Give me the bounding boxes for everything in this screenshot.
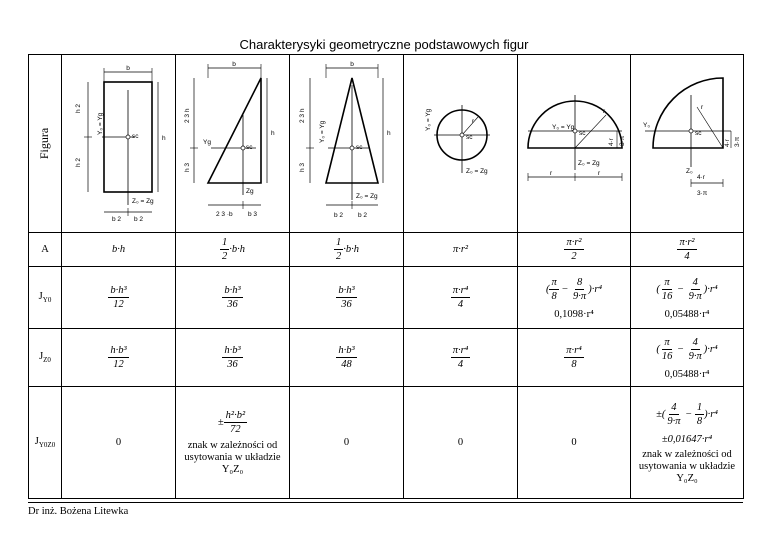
jyz-rectangle: 0 [62,387,176,499]
jy0-row [29,267,744,329]
jy0-isosceles-triangle: $\frac{\text{b·h³}}{36}$ [290,267,404,329]
jyz-isosceles-triangle: 0 [290,387,404,499]
rectangle-figure [62,55,176,233]
semi-sc-label: sc [579,130,586,137]
jy0-quarter-circle: ( $\frac{\pi}{16}$ − $\frac{4}{9\cdot\pi}$ )·r⁴ 0,05488·r⁴ [631,267,744,329]
figure-row [29,55,744,233]
area-semicircle: $\frac{\text{π·r²}}{2}$ [518,233,631,267]
rtri-zg-label: Zg [246,188,254,195]
rtri-two-thirds-h: 2 3 h [184,108,191,123]
page-title: Charakterysyki geometryczne podstawowych figur [239,37,529,52]
semi-4r-label: 4·r [608,138,615,146]
rtri-b-label: b [232,61,236,68]
area-quarter-circle: $\frac{\text{π·r²}}{4}$ [631,233,744,267]
circle-sc-label: sc [466,134,473,141]
figura-header [29,55,62,233]
jy0-semicircle: ( $\frac{\pi}{8}$ − $\frac{8}{9\cdot\pi}$ )·r⁴ 0,1098·r⁴ [518,267,631,329]
jz0-right-triangle: $\frac{\text{h·b³}}{36}$ [176,329,290,387]
circle-figure [404,55,518,233]
jyz-right-triangle: ± $\frac{\text{h²·b²}}{72}$ znak w zależności od usytowania w układzie Y₀Z₀ [176,387,290,499]
jz0-semicircle: $\frac{\text{π·r⁴}}{8}$ [518,329,631,387]
isosceles-triangle-drawing [290,55,404,232]
quarter-y0-label: Y₀ [643,122,651,129]
quarter-4r-label: 4·r [697,174,705,181]
area-circle: π·r² [404,233,518,267]
rectangle-drawing [62,55,176,232]
footer-author: Dr inż. Bożena Litewka [28,506,129,517]
area-row [29,233,744,267]
jz0-row [29,329,744,387]
itri-b-half-left: b 2 [334,212,344,219]
itri-y0yg-label: Y₀ = Yg [319,120,326,143]
semicircle-figure [518,55,631,233]
jz0-quarter-circle: ( $\frac{\pi}{16}$ − $\frac{4}{9\cdot\pi}$ )·r⁴ 0,05488·r⁴ [631,329,744,387]
itri-two-thirds-h: 2 3 h [299,108,306,123]
semi-z0zg-label: Z₀ = Zg [578,160,600,167]
rect-h-label: h [162,135,166,142]
rect-h-half-top: h 2 [75,103,82,113]
isosceles-triangle-figure [290,55,404,233]
jyz-semicircle: 0 [518,387,631,499]
quarter-z0-label: Z₀ [686,168,693,175]
rect-z0zg-label: Z₀ = Zg [132,198,154,205]
rtri-one-third-b: b 3 [248,211,258,218]
area-label: A [29,233,62,267]
circle-r-label: r [472,118,475,125]
semi-r-left: r [550,170,553,177]
jz0-rectangle: $\frac{\text{h·b³}}{12}$ [62,329,176,387]
semicircle-drawing [518,55,631,232]
jy0-rectangle: $\frac{\text{b·h³}}{12}$ [62,267,176,329]
rect-y0yg-label: Y₀ = Yg [97,112,104,135]
quarter-4r-vert: 4·r [724,139,731,147]
semi-r-label: r [603,108,606,115]
itri-sc-label: sc [356,144,363,151]
semi-y0yg-label: Y₀ = Yg [552,124,575,131]
circle-z0zg-label: Z₀ = Zg [466,168,488,175]
rtri-sc-label: sc [246,144,253,151]
jz0-isosceles-triangle: $\frac{\text{h·b³}}{48}$ [290,329,404,387]
rect-b-half-right: b 2 [134,216,144,223]
rtri-two-thirds-b: 2 3 ·b [216,211,233,218]
rtri-one-third-h: h 3 [184,162,191,172]
footer-divider [28,502,743,503]
semi-3pi-label: 3·π [619,135,626,146]
jyz-label: $J_{Y0Z0}$ [29,387,62,499]
itri-b-label: b [350,61,354,68]
circle-y0yg-label: Y₀ = Yg [425,108,432,131]
right-triangle-drawing [176,55,290,232]
area-isosceles-triangle: $\frac{1}{2}$ ·b·h [290,233,404,267]
itri-h-label: h [387,130,391,137]
quarter-circle-figure [631,55,744,233]
rect-b-half-left: b 2 [112,216,122,223]
figura-label: Figura [37,127,52,160]
itri-z0zg-label: Z₀ = Zg [356,193,378,200]
quarter-3pi-vert: 3·π [734,136,741,147]
itri-b-half-right: b 2 [358,212,368,219]
quarter-3pi-label: 3·π [697,190,708,197]
quarter-r-label: r [701,104,704,111]
properties-table [28,54,744,499]
rect-b-label: b [126,65,130,72]
jyz-quarter-circle: ±( $\frac{4}{9\cdot\pi}$ − $\frac{1}{8}$ )·r⁴ ±0,01647·r⁴ znak w zależności od usytowania w układzie Y₀Z₀ [631,387,744,499]
circle-drawing [404,55,518,232]
jyz-row [29,387,744,499]
jy0-circle: $\frac{\text{π·r⁴}}{4}$ [404,267,518,329]
quarter-circle-drawing [631,55,744,232]
quarter-sc-label: sc [695,130,702,137]
rect-sc-label: sc [132,133,139,140]
jz0-circle: $\frac{\text{π·r⁴}}{4}$ [404,329,518,387]
rect-h-half-bottom: h 2 [75,157,82,167]
jy0-right-triangle: $\frac{\text{b·h³}}{36}$ [176,267,290,329]
right-triangle-figure [176,55,290,233]
jz0-label: $J_{Z0}$ [29,329,62,387]
rtri-yg-label: Yg [203,139,211,146]
area-rectangle: b·h [62,233,176,267]
itri-one-third-h: h 3 [299,162,306,172]
jy0-label: $J_{Y0}$ [29,267,62,329]
rtri-h-label: h [271,130,275,137]
jyz-circle: 0 [404,387,518,499]
semi-r-right: r [598,170,601,177]
area-right-triangle: $\frac{1}{2}$ ·b·h [176,233,290,267]
